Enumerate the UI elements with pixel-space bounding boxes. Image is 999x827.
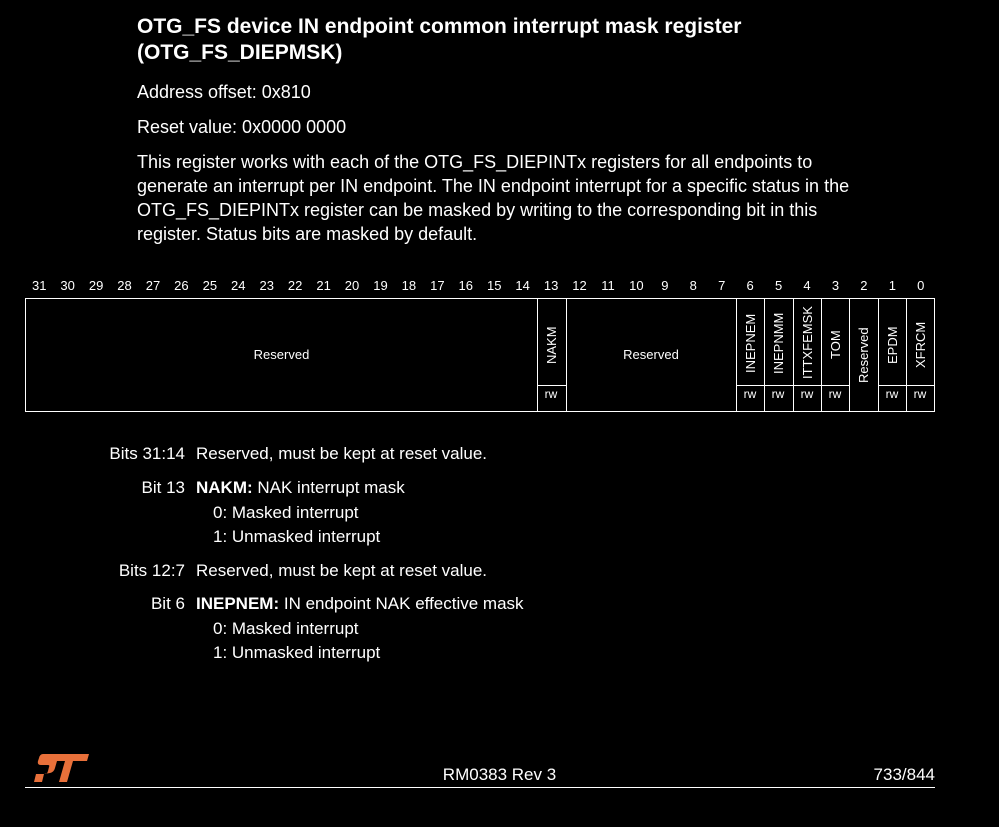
bit-number: 12	[572, 278, 587, 293]
field-epdm: EPDM	[885, 326, 900, 364]
access-ittxfemsk: rw	[800, 387, 814, 401]
reset-value: Reset value: 0x0000 0000	[137, 117, 347, 137]
bits-12-7-text: Reserved, must be kept at reset value.	[196, 561, 488, 580]
field-inepnem: INEPNEM	[743, 313, 758, 373]
bit-number: 17	[430, 278, 445, 293]
bit-number: 29	[88, 278, 104, 293]
bit-13-desc: NAK interrupt mask	[252, 478, 405, 497]
bit-number: 26	[174, 278, 189, 293]
bit-number: 13	[543, 278, 559, 293]
bit-number: 19	[373, 278, 388, 293]
bit-number: 27	[145, 278, 161, 293]
bit-6-option-0: 0: Masked interrupt	[213, 619, 359, 638]
bits-12-7-label: Bits 12:7	[118, 561, 185, 580]
description-line: This register works with each of the OTG_FS_DIEPINTx registers for all endpoints to	[137, 152, 813, 172]
field-reserved-bit2: Reserved	[856, 327, 871, 383]
bit-number: 14	[515, 278, 530, 293]
bits-31-14-text: Reserved, must be kept at reset value.	[196, 444, 488, 463]
doc-reference: RM0383 Rev 3	[442, 765, 557, 784]
bit-number: 15	[486, 278, 502, 293]
field-reserved-high: Reserved	[253, 347, 310, 362]
field-ittxfemsk: ITTXFEMSK	[800, 306, 815, 380]
access-xfrcm: rw	[913, 387, 927, 401]
bit-number: 10	[629, 278, 644, 293]
bit-number: 5	[774, 278, 783, 293]
title-line-2: (OTG_FS_DIEPMSK)	[137, 41, 343, 64]
register-description	[137, 150, 849, 246]
bit-number: 31	[31, 278, 47, 293]
bit-13-label: Bit 13	[141, 478, 185, 497]
description-line: register. Status bits are masked by default.	[137, 224, 478, 244]
access-nakm: rw	[544, 387, 558, 401]
field-nakm: NAKM	[544, 326, 559, 364]
description-line: OTG_FS_DIEPINTx register can be masked by writing to the corresponding bit in this	[137, 200, 818, 220]
bit-13-option-0: 0: Masked interrupt	[213, 503, 359, 522]
access-inepnmm: rw	[771, 387, 785, 401]
bit-number: 3	[831, 278, 840, 293]
page-number: 733/844	[873, 765, 935, 784]
bit-number: 28	[117, 278, 132, 293]
bit-number: 18	[401, 278, 417, 293]
bit-number: 11	[601, 278, 615, 293]
bit-number: 6	[746, 278, 754, 293]
bit-6-option-1: 1: Unmasked interrupt	[213, 643, 381, 662]
bits-31-14-label: Bits 31:14	[109, 444, 185, 463]
field-inepnmm: INEPNMM	[771, 312, 786, 374]
bit-number: 1	[888, 278, 896, 293]
field-tom: TOM	[828, 330, 843, 360]
bit-number: 0	[917, 278, 925, 293]
bit-13-option-1: 1: Unmasked interrupt	[213, 527, 381, 546]
bit-number: 21	[316, 278, 331, 293]
register-title	[137, 14, 857, 66]
bit-6-desc: IN endpoint NAK effective mask	[279, 594, 524, 613]
register-diagram	[25, 298, 935, 412]
description-line: generate an interrupt per IN endpoint. The IN endpoint interrupt for a specific status in the	[137, 176, 850, 196]
bit-number: 9	[661, 278, 669, 293]
access-epdm: rw	[885, 387, 899, 401]
bit-number: 30	[60, 278, 75, 293]
bit-number: 16	[458, 278, 474, 293]
bit-number: 2	[860, 278, 868, 293]
field-xfrcm: XFRCM	[913, 321, 928, 369]
bit-number: 22	[287, 278, 303, 293]
bit-13-text	[196, 476, 405, 500]
bit-number: 7	[718, 278, 726, 293]
address-offset: Address offset: 0x810	[137, 82, 311, 102]
bit-6-text	[196, 592, 524, 616]
bit-6-label: Bit 6	[150, 594, 185, 613]
field-reserved-mid: Reserved	[623, 347, 679, 362]
footer-divider	[25, 787, 935, 788]
bit-6-name: INEPNEM:	[196, 594, 280, 613]
bit-number: 24	[231, 278, 246, 293]
bit-number: 23	[259, 278, 274, 293]
bit-number-row	[25, 278, 935, 294]
title-line-1: OTG_FS device IN endpoint common interrupt mask register	[137, 15, 742, 38]
bit-number: 20	[344, 278, 360, 293]
access-tom: rw	[828, 387, 842, 401]
bit-13-name: NAKM:	[196, 478, 253, 497]
access-inepnem: rw	[743, 387, 757, 401]
bit-number: 8	[689, 278, 697, 293]
bit-number: 4	[803, 278, 811, 293]
bit-number: 25	[202, 278, 218, 293]
